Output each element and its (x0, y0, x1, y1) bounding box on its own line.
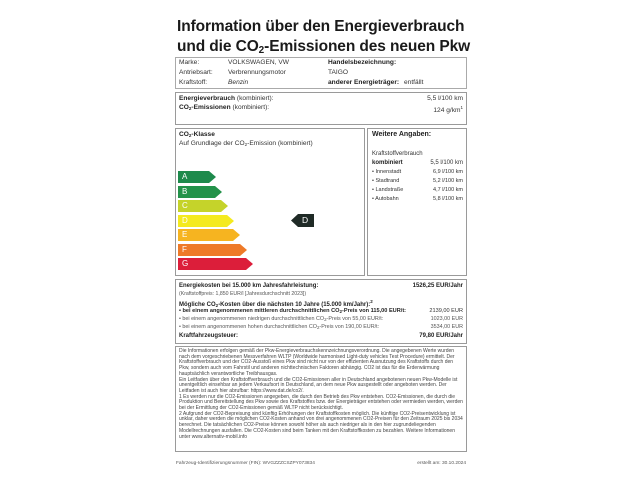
low-price-value: 1023,00 EUR (430, 316, 463, 322)
highway-label: • Autobahn (372, 196, 399, 202)
other-energy-label: anderer Energieträger: (328, 79, 400, 86)
mid-price-label-pre: • bei einem angenommenen mittleren durchschnittlichen CO (179, 308, 340, 314)
class-bar-g (178, 258, 253, 270)
costs-box (175, 279, 467, 344)
drive-type-label: Antriebsart: (179, 69, 213, 76)
co2-cost-heading-sub: 2 (215, 303, 219, 308)
co2-cost-heading-pre: Mögliche CO (179, 302, 216, 308)
rural-label: • Landstraße (372, 187, 404, 193)
co2-class-sub-pre: Auf Grundlage der CO (179, 140, 245, 147)
rural-value: 4,7 l/100 km (433, 187, 463, 193)
class-letter-f: F (182, 245, 187, 254)
fuel-label: Kraftstoff: (179, 79, 208, 86)
co2-cost-heading-post: -Kosten über die nächsten 10 Jahre (15.000 km/Jahr): (218, 302, 371, 308)
mid-price-value: 2139,00 EUR (429, 308, 463, 314)
co2-class-heading-sub: 2 (188, 133, 192, 138)
class-letter-d: D (182, 216, 188, 225)
class-bar-c (178, 200, 228, 212)
class-bar-b (178, 186, 222, 198)
mid-price-label-sub: 2 (339, 309, 342, 314)
co2-label-sub: 2 (188, 106, 192, 111)
co2-label-bold-post: -Emissionen (191, 104, 231, 111)
high-price-label-post: -Preis von 190,00 EUR/t: (319, 324, 380, 330)
combined-label: kombiniert (372, 160, 403, 166)
footnote-2: 2 Aufgrund der CO2-Bepreisung sind künftig Erhöhungen der Kraftstoffkosten möglich. Die künftige CO2-Preisentwicklung ist unklar, daher werden die möglichen CO2-Kosten anhand von drei angenommenen CO2-Preisen für den Zeitraum 2025 bis 2034 berechnet. Die tatsächlichen CO2-Preise können sowohl höher als auch niedriger als in den hier zugrundeliegenden Modellrechnungen ausfallen. Die CO2-Kosten sind beim Tanken mit den Kraftstoffkosten zu bezahlen. Weitere Informationen unter www.alternativ-mobil.info (179, 410, 463, 440)
co2-emission-value (433, 104, 463, 115)
suburban-value: 5,2 l/100 km (433, 178, 463, 184)
co2-label-rest: (kombiniert): (230, 104, 270, 111)
fuel-price-note: (Kraftstoffpreis: 1,850 EUR/l [Jahresdurchschnitt 2023]) (179, 291, 307, 297)
title-line-1: Information über den Energieverbrauch (177, 18, 465, 35)
further-info-box (367, 128, 467, 276)
title-subscript: 2 (258, 45, 265, 56)
title-line-2-post: -Emissionen des neuen Pkw (264, 38, 471, 55)
low-price-label-pre: • bei einem angenommenen niedrigen durchschnittlichen CO (179, 316, 325, 322)
co2-class-heading-post: -Klasse (191, 131, 215, 138)
class-letter-g: G (182, 259, 189, 268)
created-date: erstellt am: 30.10.2024 (417, 461, 466, 466)
high-price-label (179, 323, 379, 332)
co2-class-heading (179, 131, 215, 140)
current-class-indicator (291, 214, 314, 227)
page-title (177, 17, 477, 61)
notes-box (175, 346, 467, 452)
low-price-label-post: -Preis von 55,00 EUR/t: (326, 316, 384, 322)
class-letter-c: C (182, 201, 188, 210)
co2-value-footnote: 1 (460, 105, 463, 110)
class-letter-a: A (182, 172, 188, 181)
class-letter-b: B (182, 187, 188, 196)
trade-name-label: Handelsbezeichnung: (328, 59, 397, 66)
vehicle-info-box (175, 57, 467, 89)
drive-type-value: Verbrennungsmotor (228, 69, 286, 76)
fuel-value: Benzin (228, 79, 249, 86)
low-price-label-sub: 2 (324, 317, 327, 322)
energy-consumption-label (179, 95, 274, 103)
energy-consumption-value: 5,5 l/100 km (427, 95, 463, 102)
note-wltp: Die Informationen erfolgen gemäß der Pkw-Energieverbrauchskennzeichnungsverordnung. Die angegebenen Werte wurden nach dem vorgeschriebenen Messverfahren WLTP (Worldwide harmonised Light-duty vehicles Test Procedure) ermittelt. Der Kraftstoffverbrauch und der CO2-Ausstoß eines Pkw sind nicht nur von der effizienten Ausnutzung des Kraftstoffs durch den Pkw, sondern auch vom Fahrstil und anderen nichttechnischen Faktoren abhängig. CO2 ist das für die Erderwärmung hauptsächlich verantwortliche Treibhausgas. (179, 348, 455, 377)
vehicle-tax-value: 79,80 EUR/Jahr (419, 333, 463, 339)
further-info-heading: Weitere Angaben: (372, 131, 432, 138)
mid-price-label-post: -Preis von 115,00 EUR/t: (342, 308, 407, 314)
energy-cost-label: Energiekosten bei 15.000 km Jahresfahrleistung: (179, 283, 319, 289)
class-bar-e (178, 229, 240, 241)
co2-class-subheading (179, 140, 313, 149)
class-bar-f (178, 244, 247, 256)
co2-label-pre: CO (179, 104, 189, 111)
highway-value: 5,8 l/100 km (433, 196, 463, 202)
brand-label: Marke: (179, 59, 200, 66)
trade-name-value: TAIGO (328, 69, 349, 76)
co2-cost-footnote: 2 (370, 299, 373, 304)
suburban-label: • Stadtrand (372, 178, 400, 184)
high-price-value: 3534,00 EUR (430, 324, 463, 330)
class-letter-e: E (182, 230, 188, 239)
footnote-1: 1 Es werden nur die CO2-Emissionen angegeben, die durch den Betrieb des Pkw entstehen. CO2-Emissionen, die durch die Produktion und Bereitstellung des Pkw sowie des Kraftstoffes bzw. der Energieträger entstehen oder vermieden werden, werden bei der Ermittlung der CO2-Emissionen gemäß WLTP nicht berücksichtigt. (179, 393, 463, 412)
vin-footer: Fahrzeug-Identifizierungsnummer (FIN): WVGZZZCSZPY073834 (176, 461, 315, 466)
fuel-consumption-heading: Kraftstoffverbrauch (372, 151, 423, 157)
co2-class-sub-post: -Emission (kombiniert) (247, 140, 313, 147)
title-line-2-pre: und die CO (177, 38, 259, 55)
co2-class-heading-pre: CO (179, 131, 189, 138)
note-guide: Ein Leitfaden über den Kraftstoffverbrauch und die CO2-Emissionen aller in Deutschland angebotenen neuen Pkw-Modelle ist unentgeltlich einsehbar an jedem Verkaufsort in Deutschland, an dem neue Pkw ausgestellt oder angeboten werden. Der Leitfaden ist auch hier abrufbar: https://www.dat.de/co2/. (179, 376, 458, 394)
city-value: 6,9 l/100 km (433, 169, 463, 175)
high-price-label-pre: • bei einem angenommenen hohen durchschnittlichen CO (179, 324, 317, 330)
co2-class-sub-sub: 2 (244, 142, 248, 147)
bar-shape-f (178, 244, 247, 256)
city-label: • Innenstadt (372, 169, 402, 175)
co2-emission-label (179, 104, 269, 113)
class-bar-a (178, 171, 216, 183)
consumption-box (175, 92, 467, 125)
combined-value: 5,5 l/100 km (430, 160, 463, 166)
co2-value-text: 124 g/km (433, 107, 461, 114)
high-price-label-sub: 2 (316, 325, 320, 330)
bar-shape-g (178, 258, 253, 270)
current-class-letter: D (302, 215, 309, 225)
brand-value: VOLKSWAGEN, VW (228, 59, 289, 66)
energy-cost-value: 1526,25 EUR/Jahr (412, 283, 463, 289)
class-bar-d (178, 215, 234, 227)
energy-consumption-label-bold: Energieverbrauch (179, 95, 236, 102)
vehicle-tax-label: Kraftfahrzeugsteuer: (179, 333, 239, 339)
other-energy-value: entfällt (404, 79, 424, 86)
energy-consumption-label-rest: (kombiniert): (235, 95, 274, 102)
